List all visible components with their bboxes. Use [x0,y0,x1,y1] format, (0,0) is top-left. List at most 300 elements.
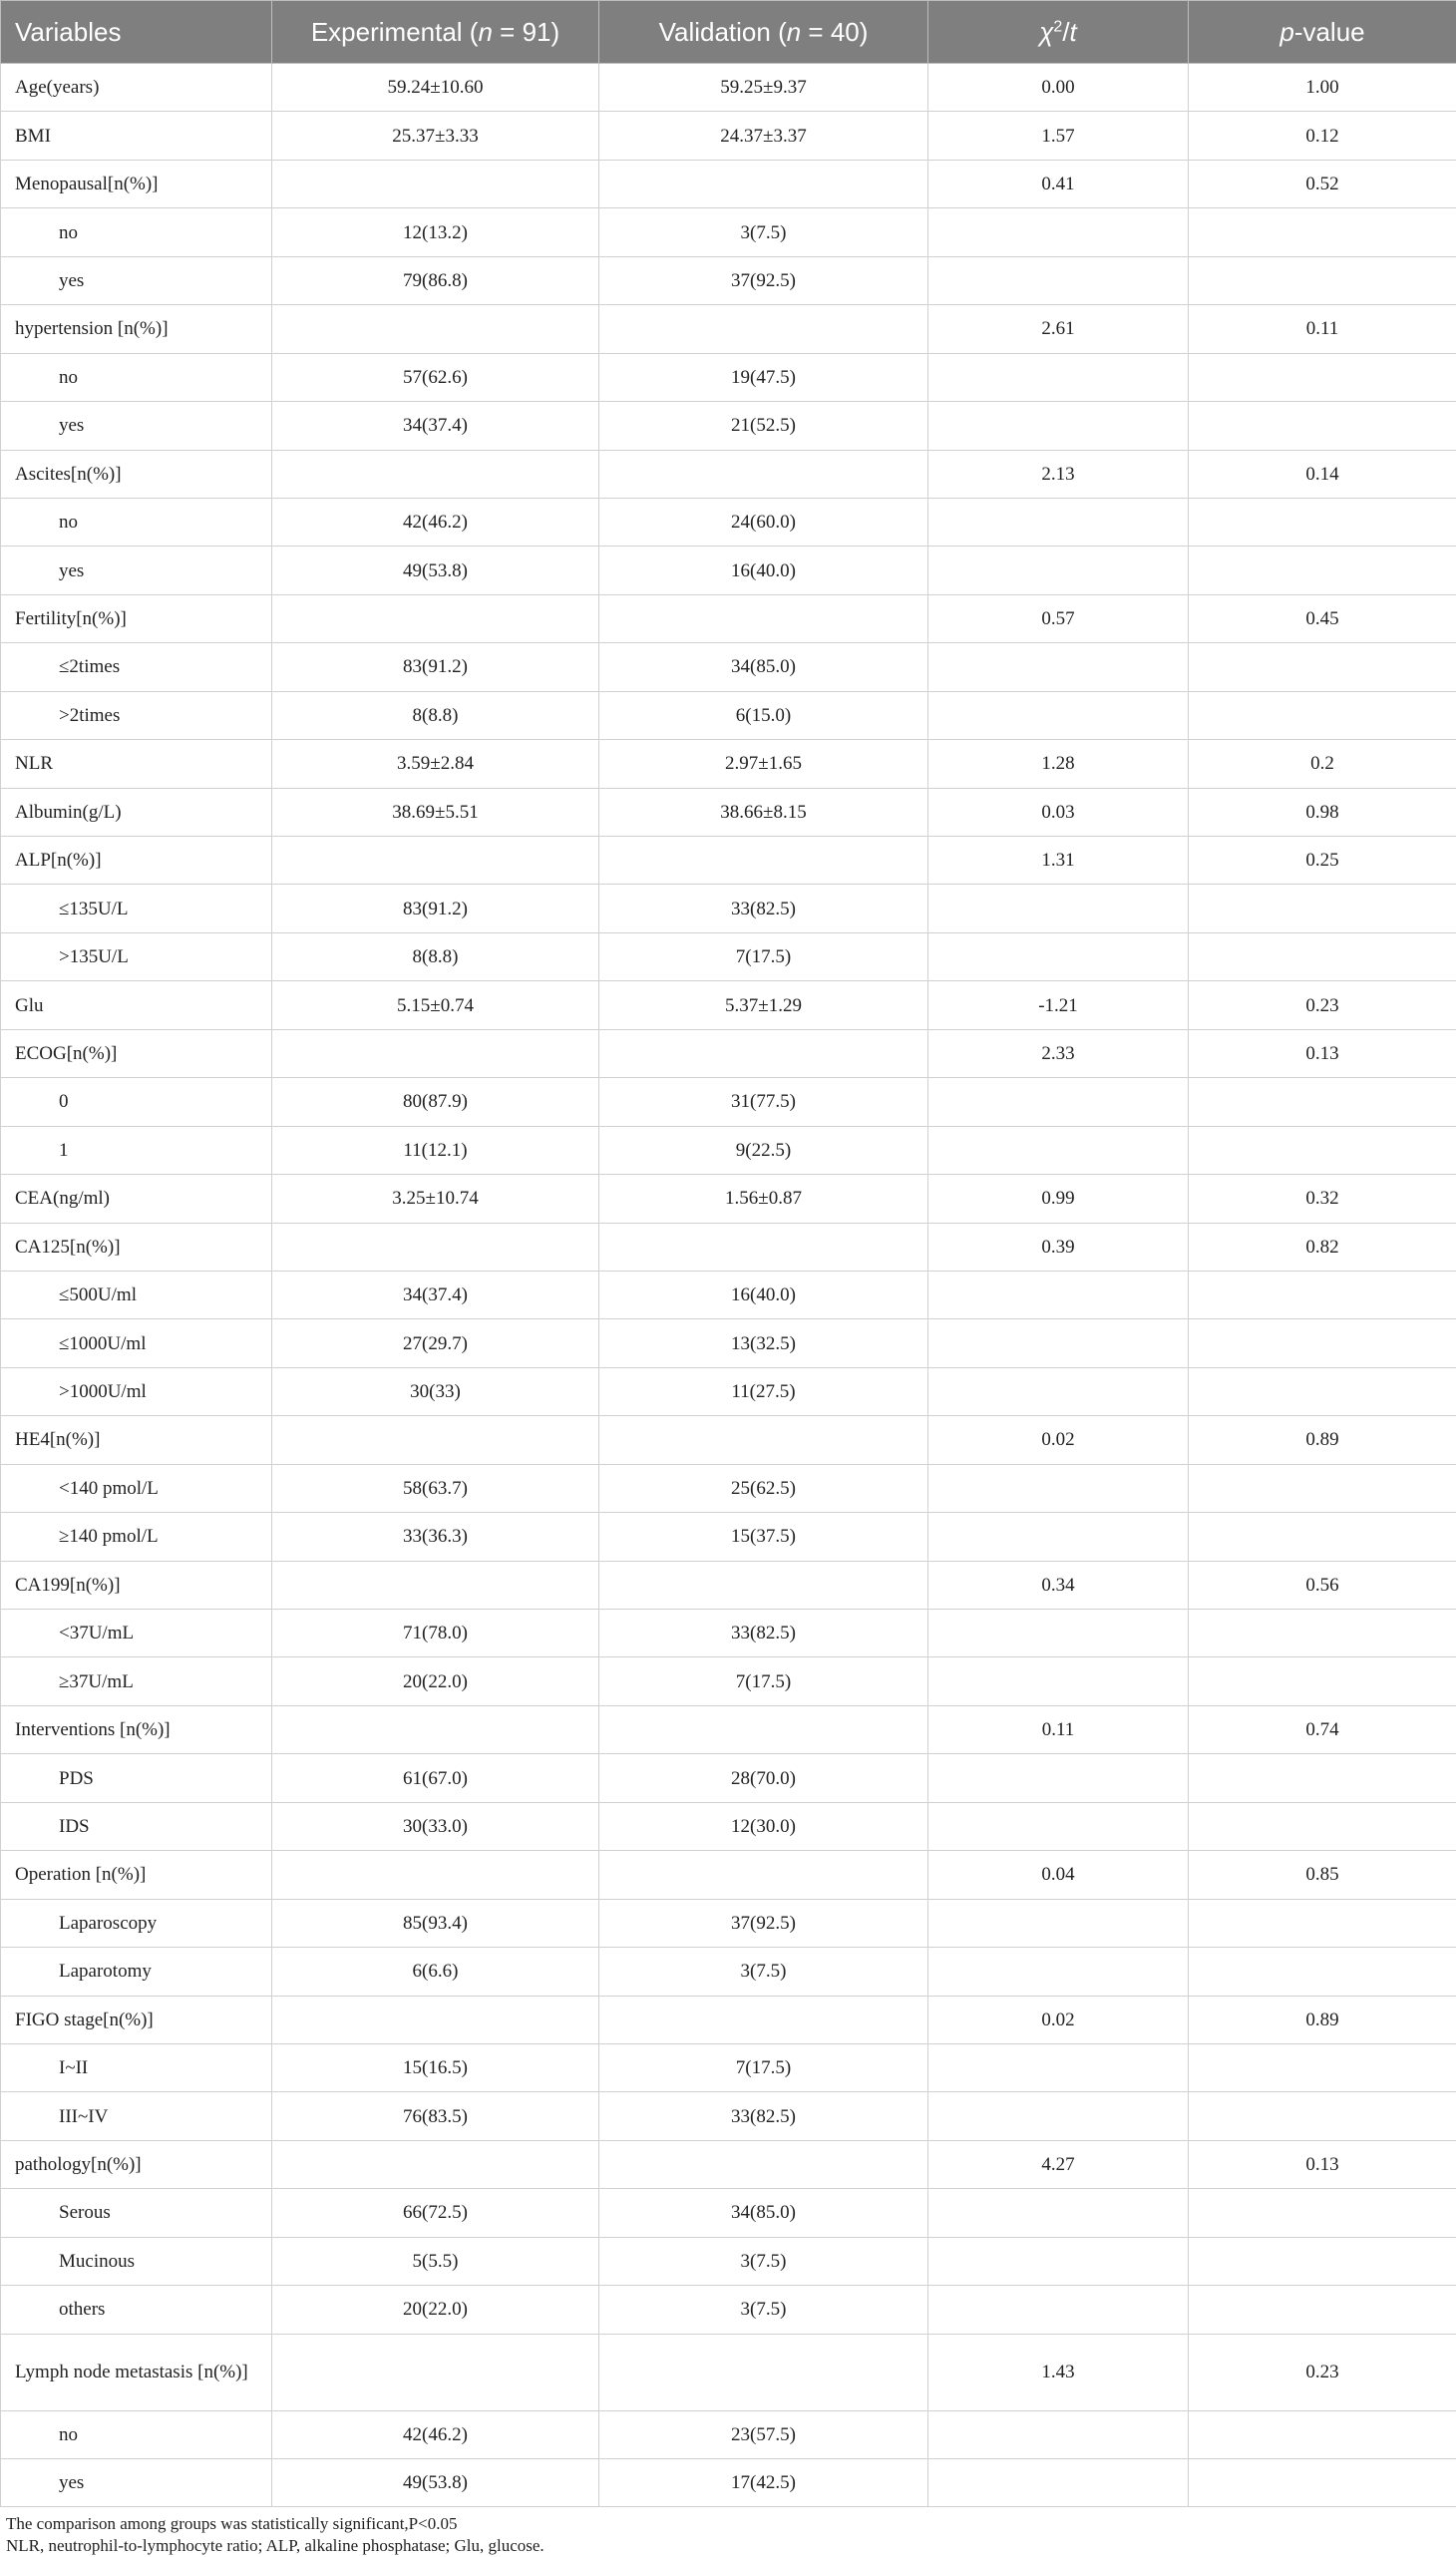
p-value-cell [1189,1610,1456,1657]
experimental-cell [272,1705,599,1753]
experimental-cell: 34(37.4) [272,1271,599,1318]
experimental-cell: 85(93.4) [272,1899,599,1947]
table-row [1,208,1456,256]
p-value-cell [1189,208,1456,256]
experimental-cell: 6(6.6) [272,1948,599,1996]
variable-cell: Operation [n(%)] [1,1851,272,1899]
header-p: p [1279,17,1293,47]
p-value-cell [1189,2459,1456,2507]
header-validation-suffix: = 40) [801,17,868,47]
table-body [1,64,1456,2507]
table-row [1,1223,1456,1271]
table-row [1,402,1456,450]
variable-cell: yes [1,547,272,594]
validation-cell [599,1561,928,1609]
validation-cell [599,305,928,353]
header-validation-prefix: Validation ( [659,17,787,47]
statistic-cell [928,402,1189,450]
table-row [1,1464,1456,1512]
validation-cell: 17(42.5) [599,2459,928,2507]
table-row [1,1513,1456,1561]
validation-cell: 23(57.5) [599,2410,928,2458]
variable-cell: no [1,208,272,256]
table-row [1,788,1456,836]
experimental-cell [272,1996,599,2043]
footnote-significance: The comparison among groups was statistically significant,P<0.05 [6,2513,1456,2535]
p-value-cell: 0.52 [1189,160,1456,207]
p-value-cell [1189,353,1456,401]
p-value-cell [1189,643,1456,691]
variable-cell: no [1,353,272,401]
p-value-cell [1189,1754,1456,1802]
validation-cell: 3(7.5) [599,2286,928,2334]
statistic-cell: 0.00 [928,64,1189,112]
p-value-cell: 0.25 [1189,837,1456,885]
validation-cell: 16(40.0) [599,1271,928,1318]
p-value-cell: 0.89 [1189,1416,1456,1464]
p-value-cell: 0.14 [1189,450,1456,498]
statistic-cell [928,547,1189,594]
validation-cell [599,160,928,207]
statistic-cell [928,1126,1189,1174]
table-row [1,1610,1456,1657]
validation-cell: 9(22.5) [599,1126,928,1174]
validation-cell: 33(82.5) [599,885,928,932]
p-value-cell [1189,2286,1456,2334]
statistic-cell: 0.99 [928,1175,1189,1223]
p-value-cell [1189,547,1456,594]
table-row [1,112,1456,160]
table-row [1,1705,1456,1753]
variable-cell: <140 pmol/L [1,1464,272,1512]
validation-cell: 16(40.0) [599,547,928,594]
experimental-cell: 66(72.5) [272,2189,599,2237]
p-value-cell [1189,1802,1456,1850]
p-value-cell [1189,402,1456,450]
variable-cell: PDS [1,1754,272,1802]
statistic-cell [928,2043,1189,2091]
table-row [1,837,1456,885]
p-value-cell [1189,498,1456,546]
experimental-cell [272,450,599,498]
validation-cell: 7(17.5) [599,932,928,980]
header-validation [599,1,928,64]
experimental-cell: 61(67.0) [272,1754,599,1802]
table-row [1,643,1456,691]
variable-cell: Ascites[n(%)] [1,450,272,498]
experimental-cell: 80(87.9) [272,1078,599,1126]
experimental-cell [272,1561,599,1609]
p-value-cell: 1.00 [1189,64,1456,112]
variable-cell: Glu [1,981,272,1029]
experimental-cell: 8(8.8) [272,932,599,980]
variable-cell: Laparotomy [1,1948,272,1996]
table-row [1,691,1456,739]
table-row [1,450,1456,498]
statistic-cell: 2.13 [928,450,1189,498]
statistic-cell [928,208,1189,256]
table-row [1,547,1456,594]
experimental-cell: 34(37.4) [272,402,599,450]
p-value-cell [1189,2237,1456,2285]
statistic-cell: 2.33 [928,1029,1189,1077]
p-value-cell: 0.89 [1189,1996,1456,2043]
footnote-abbreviations: NLR, neutrophil-to-lymphocyte ratio; ALP, alkaline phosphatase; Glu, glucose. [6,2535,1456,2557]
experimental-cell: 49(53.8) [272,2459,599,2507]
experimental-cell: 25.37±3.33 [272,112,599,160]
experimental-cell [272,1851,599,1899]
table-row [1,981,1456,1029]
table-row [1,2140,1456,2188]
experimental-cell: 27(29.7) [272,1319,599,1367]
table-row [1,1416,1456,1464]
validation-cell: 3(7.5) [599,2237,928,2285]
validation-cell: 38.66±8.15 [599,788,928,836]
header-experimental-suffix: = 91) [493,17,559,47]
statistic-cell [928,1899,1189,1947]
variable-cell: yes [1,2459,272,2507]
variable-cell: ≤2times [1,643,272,691]
validation-cell [599,1851,928,1899]
experimental-cell: 33(36.3) [272,1513,599,1561]
variable-cell: Menopausal[n(%)] [1,160,272,207]
validation-cell: 1.56±0.87 [599,1175,928,1223]
variable-cell: no [1,2410,272,2458]
statistic-cell [928,498,1189,546]
table-row [1,498,1456,546]
variable-cell: hypertension [n(%)] [1,305,272,353]
statistic-cell [928,1657,1189,1705]
variable-cell: ALP[n(%)] [1,837,272,885]
table-row [1,1126,1456,1174]
table-row [1,740,1456,788]
validation-cell: 31(77.5) [599,1078,928,1126]
experimental-cell [272,837,599,885]
validation-cell: 6(15.0) [599,691,928,739]
variable-cell: CA125[n(%)] [1,1223,272,1271]
p-value-cell [1189,1899,1456,1947]
validation-cell [599,1705,928,1753]
experimental-cell: 57(62.6) [272,353,599,401]
header-statistic [928,1,1189,64]
variable-cell: Serous [1,2189,272,2237]
variable-cell: ECOG[n(%)] [1,1029,272,1077]
experimental-cell: 38.69±5.51 [272,788,599,836]
statistic-cell [928,2459,1189,2507]
table-row [1,1851,1456,1899]
experimental-cell: 30(33.0) [272,1802,599,1850]
table-header-row [1,1,1456,64]
p-value-cell: 0.11 [1189,305,1456,353]
header-experimental-n: n [478,17,492,47]
header-p-suffix: -value [1294,17,1365,47]
p-value-cell [1189,1271,1456,1318]
validation-cell: 34(85.0) [599,2189,928,2237]
variable-cell: Age(years) [1,64,272,112]
validation-cell: 28(70.0) [599,1754,928,1802]
statistic-cell: 0.02 [928,1416,1189,1464]
validation-cell: 37(92.5) [599,1899,928,1947]
p-value-cell: 0.74 [1189,1705,1456,1753]
validation-cell [599,1029,928,1077]
statistic-cell: -1.21 [928,981,1189,1029]
variable-cell: no [1,498,272,546]
variable-cell: 1 [1,1126,272,1174]
validation-cell [599,1416,928,1464]
statistic-cell [928,2092,1189,2140]
experimental-cell: 42(46.2) [272,498,599,546]
table-row [1,160,1456,207]
statistic-cell [928,2286,1189,2334]
table-row [1,1367,1456,1415]
table-row [1,256,1456,304]
validation-cell: 2.97±1.65 [599,740,928,788]
table-row [1,2410,1456,2458]
header-validation-n: n [787,17,801,47]
header-experimental-prefix: Experimental ( [311,17,479,47]
header-stat-separator: / [1062,17,1069,47]
statistic-cell: 1.31 [928,837,1189,885]
statistic-cell: 0.03 [928,788,1189,836]
validation-cell: 19(47.5) [599,353,928,401]
statistic-cell [928,2410,1189,2458]
experimental-cell [272,160,599,207]
experimental-cell: 49(53.8) [272,547,599,594]
statistic-cell [928,691,1189,739]
p-value-cell [1189,1657,1456,1705]
experimental-cell: 11(12.1) [272,1126,599,1174]
table-row [1,64,1456,112]
table-row [1,353,1456,401]
variable-cell: ≥37U/mL [1,1657,272,1705]
validation-cell: 11(27.5) [599,1367,928,1415]
table-row [1,932,1456,980]
validation-cell: 15(37.5) [599,1513,928,1561]
statistic-cell: 0.39 [928,1223,1189,1271]
validation-cell: 33(82.5) [599,2092,928,2140]
table-row [1,1899,1456,1947]
p-value-cell: 0.13 [1189,2140,1456,2188]
p-value-cell [1189,256,1456,304]
validation-cell: 12(30.0) [599,1802,928,1850]
table-row [1,2092,1456,2140]
table-row [1,1996,1456,2043]
experimental-cell [272,594,599,642]
header-experimental [272,1,599,64]
p-value-cell [1189,691,1456,739]
statistic-cell [928,256,1189,304]
experimental-cell: 12(13.2) [272,208,599,256]
header-chi: χ [1039,17,1053,47]
experimental-cell: 3.25±10.74 [272,1175,599,1223]
table-row [1,1319,1456,1367]
variable-cell: CA199[n(%)] [1,1561,272,1609]
p-value-cell: 0.85 [1189,1851,1456,1899]
variable-cell: ≤135U/L [1,885,272,932]
statistic-cell [928,1513,1189,1561]
statistic-cell [928,1271,1189,1318]
experimental-cell [272,1029,599,1077]
table-row [1,1754,1456,1802]
statistic-cell [928,1754,1189,1802]
variable-cell: Laparoscopy [1,1899,272,1947]
validation-cell [599,1223,928,1271]
table-row [1,1271,1456,1318]
validation-cell: 7(17.5) [599,2043,928,2091]
variable-cell: BMI [1,112,272,160]
p-value-cell: 0.2 [1189,740,1456,788]
table-row [1,1948,1456,1996]
validation-cell: 3(7.5) [599,1948,928,1996]
statistic-cell [928,1948,1189,1996]
experimental-cell: 79(86.8) [272,256,599,304]
validation-cell [599,450,928,498]
table-row [1,594,1456,642]
validation-cell [599,2334,928,2410]
p-value-cell [1189,1319,1456,1367]
variable-cell: ≤500U/ml [1,1271,272,1318]
experimental-cell: 76(83.5) [272,2092,599,2140]
statistic-cell [928,2237,1189,2285]
header-chi-superscript: 2 [1053,18,1062,35]
p-value-cell [1189,2189,1456,2237]
p-value-cell [1189,1126,1456,1174]
experimental-cell: 59.24±10.60 [272,64,599,112]
experimental-cell: 83(91.2) [272,643,599,691]
statistic-cell [928,1802,1189,1850]
experimental-cell: 15(16.5) [272,2043,599,2091]
variable-cell: 0 [1,1078,272,1126]
p-value-cell: 0.12 [1189,112,1456,160]
validation-cell: 25(62.5) [599,1464,928,1512]
p-value-cell [1189,1948,1456,1996]
table-row [1,1078,1456,1126]
p-value-cell: 0.13 [1189,1029,1456,1077]
p-value-cell: 0.23 [1189,981,1456,1029]
p-value-cell: 0.23 [1189,2334,1456,2410]
table-row [1,1802,1456,1850]
experimental-cell: 42(46.2) [272,2410,599,2458]
p-value-cell: 0.56 [1189,1561,1456,1609]
table-row [1,1561,1456,1609]
experimental-cell: 58(63.7) [272,1464,599,1512]
p-value-cell [1189,2092,1456,2140]
statistic-cell [928,353,1189,401]
statistic-cell [928,885,1189,932]
statistic-cell [928,1464,1189,1512]
statistic-cell [928,932,1189,980]
variable-cell: CEA(ng/ml) [1,1175,272,1223]
statistic-cell: 0.11 [928,1705,1189,1753]
validation-cell: 33(82.5) [599,1610,928,1657]
experimental-cell: 3.59±2.84 [272,740,599,788]
variable-cell: Interventions [n(%)] [1,1705,272,1753]
p-value-cell [1189,1078,1456,1126]
variable-cell: Albumin(g/L) [1,788,272,836]
variable-cell: yes [1,402,272,450]
variable-cell: IDS [1,1802,272,1850]
validation-cell [599,837,928,885]
variable-cell: ≤1000U/ml [1,1319,272,1367]
validation-cell: 21(52.5) [599,402,928,450]
header-variables: Variables [1,1,272,64]
statistic-cell: 0.04 [928,1851,1189,1899]
statistic-cell [928,643,1189,691]
validation-cell [599,1996,928,2043]
experimental-cell: 5(5.5) [272,2237,599,2285]
variable-cell: others [1,2286,272,2334]
experimental-cell [272,305,599,353]
table-row [1,2237,1456,2285]
variable-cell: Mucinous [1,2237,272,2285]
variable-cell: <37U/mL [1,1610,272,1657]
statistic-cell [928,1078,1189,1126]
experimental-cell [272,1223,599,1271]
header-t: t [1070,17,1077,47]
p-value-cell [1189,885,1456,932]
variable-cell: III~IV [1,2092,272,2140]
statistic-cell: 1.57 [928,112,1189,160]
variable-cell: ≥140 pmol/L [1,1513,272,1561]
statistic-cell: 0.34 [928,1561,1189,1609]
table-row [1,2334,1456,2410]
experimental-cell: 71(78.0) [272,1610,599,1657]
table-row [1,2459,1456,2507]
experimental-cell [272,2140,599,2188]
variable-cell: >135U/L [1,932,272,980]
experimental-cell [272,2334,599,2410]
variable-cell: pathology[n(%)] [1,2140,272,2188]
p-value-cell [1189,932,1456,980]
statistic-cell: 1.28 [928,740,1189,788]
statistic-cell [928,1367,1189,1415]
statistic-cell: 0.57 [928,594,1189,642]
p-value-cell [1189,1464,1456,1512]
experimental-cell: 8(8.8) [272,691,599,739]
statistic-cell [928,2189,1189,2237]
validation-cell: 34(85.0) [599,643,928,691]
table-row [1,2043,1456,2091]
validation-cell: 13(32.5) [599,1319,928,1367]
validation-cell: 24.37±3.37 [599,112,928,160]
table-row [1,885,1456,932]
statistic-cell [928,1319,1189,1367]
validation-cell: 3(7.5) [599,208,928,256]
experimental-cell: 5.15±0.74 [272,981,599,1029]
variable-cell: >1000U/ml [1,1367,272,1415]
table-row [1,1657,1456,1705]
p-value-cell [1189,1367,1456,1415]
validation-cell: 24(60.0) [599,498,928,546]
header-p-value [1189,1,1456,64]
experimental-cell: 20(22.0) [272,2286,599,2334]
p-value-cell: 0.45 [1189,594,1456,642]
validation-cell: 7(17.5) [599,1657,928,1705]
statistic-cell: 0.41 [928,160,1189,207]
table-row [1,2286,1456,2334]
statistic-cell: 4.27 [928,2140,1189,2188]
experimental-cell: 83(91.2) [272,885,599,932]
table-row [1,2189,1456,2237]
statistic-cell [928,1610,1189,1657]
statistic-cell: 0.02 [928,1996,1189,2043]
validation-cell [599,594,928,642]
variable-cell: Fertility[n(%)] [1,594,272,642]
validation-cell: 37(92.5) [599,256,928,304]
experimental-cell [272,1416,599,1464]
variable-cell: yes [1,256,272,304]
table-row [1,1029,1456,1077]
